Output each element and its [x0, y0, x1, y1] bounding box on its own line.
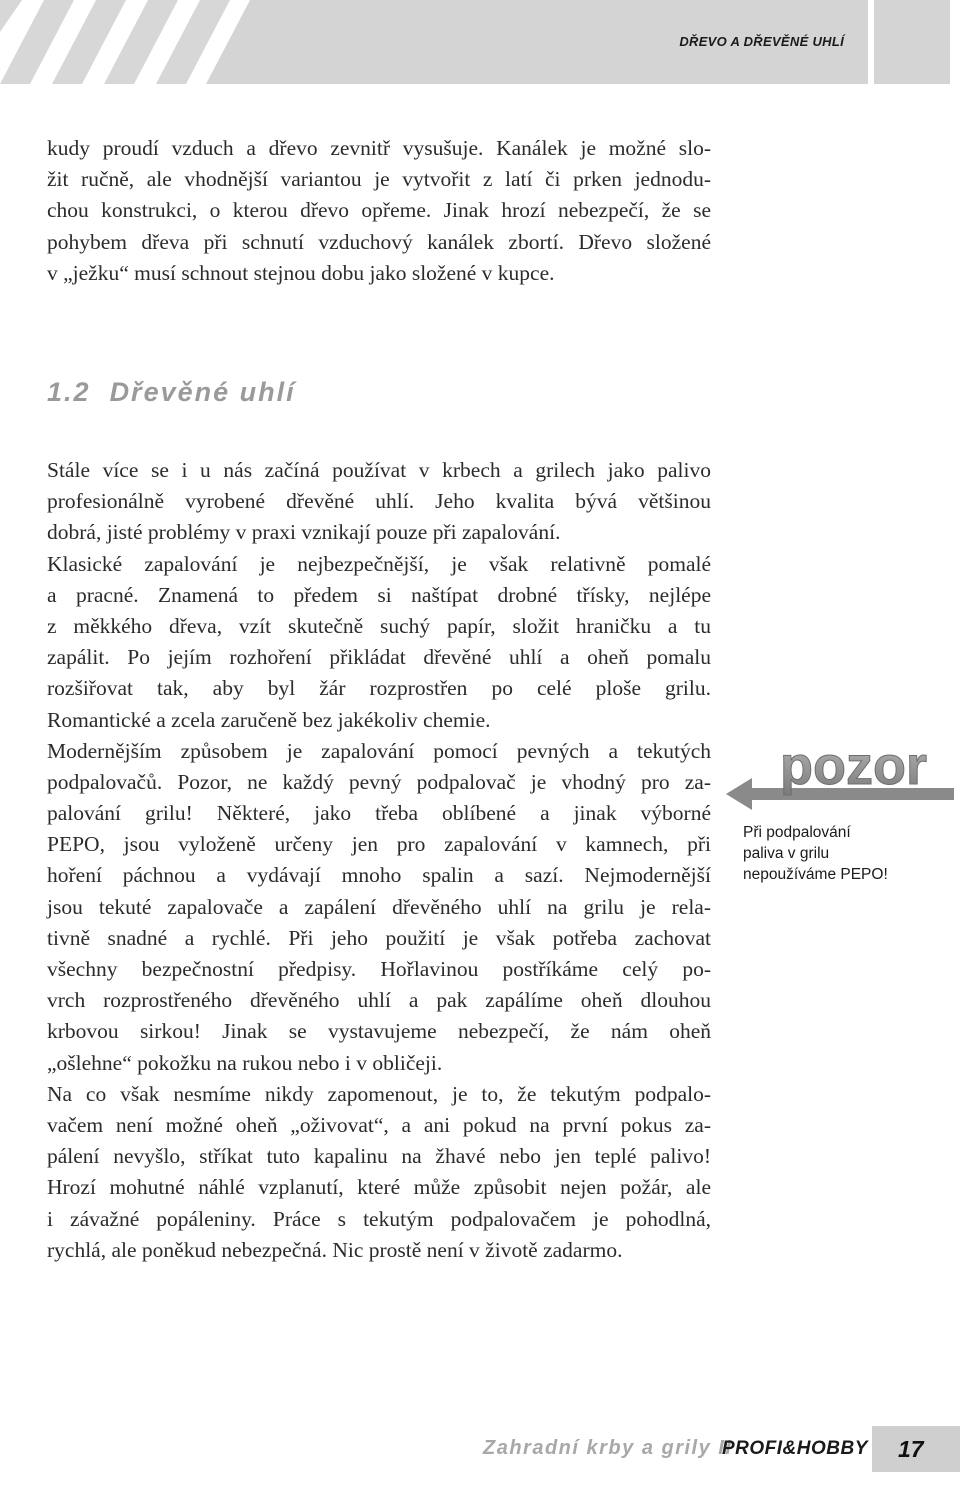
text-line: Stále více se i u nás začíná používat v krbech a grilech jako palivo — [47, 458, 711, 482]
section-heading — [47, 377, 296, 408]
note-line: paliva v grilu — [743, 845, 830, 862]
pozor-wordmark: pozor — [780, 736, 927, 796]
header-band — [0, 0, 960, 84]
text-line: hoření páchnou a vydávají mnoho spalin a sazí. Nejmodernější — [47, 863, 711, 888]
text-line: Na co však nesmíme nikdy zapomenout, je to, že tekutým podpalo- — [47, 1081, 711, 1106]
text-line: kudy proudí vzduch a dřevo zevnitř vysušuje. Kanálek je možné slo- — [47, 136, 711, 160]
text-line: profesionálně vyrobené dřevěné uhlí. Jeho kvalita bývá většinou — [47, 489, 711, 514]
text-line: Hrozí mohutné náhlé vzplanutí, které může způsobit nejen požár, ale — [47, 1175, 711, 1200]
footer-book-title: Zahradní krby a grily II — [483, 1437, 733, 1459]
note-line: Při podpalování — [743, 824, 851, 841]
pozor-logo — [726, 732, 954, 812]
warning-note — [743, 822, 943, 885]
text-line: podpalovačů. Pozor, ne každý pevný podpalovač je vhodný pro za- — [47, 769, 711, 794]
body-paragraph — [47, 455, 711, 1266]
text-line: krbovou sirkou! Jinak se vystavujeme nebezpečí, že nám oheň — [47, 1019, 711, 1044]
text-line: Klasické zapalování je nejbezpečnější, je však relativně pomalé — [47, 551, 711, 576]
running-header: DŘEVO A DŘEVĚNÉ UHLÍ — [679, 34, 844, 49]
text-line: v „ježku“ musí schnout stejnou dobu jako složené v kupce. — [47, 260, 555, 285]
section-title: Dřevěné uhlí — [109, 377, 296, 407]
text-line: všechny bezpečnostní předpisy. Hořlavinou postříkáme celý po- — [47, 957, 711, 981]
text-line: Romantické a zcela zaručeně bez jakékoliv chemie. — [47, 707, 491, 732]
footer-brand-logo: PROFI&HOBBY — [722, 1438, 868, 1459]
text-line: jsou tekuté zapalovače a zapálení dřevěného uhlí na grilu je rela- — [47, 894, 711, 919]
text-line: vačem není možné oheň „oživovat“, a ani pokud na první pokus za- — [47, 1112, 711, 1137]
text-line: palování grilu! Některé, jako třeba oblíbené a jinak výborné — [47, 801, 711, 826]
text-line: „ošlehne“ pokožku na rukou nebo i v obličeji. — [47, 1050, 443, 1075]
text-line: žit ručně, ale vhodnější variantou je vytvořit z latí či prken jednodu- — [47, 167, 711, 192]
text-line: tivně snadné a rychlé. Při jeho použití je však potřeba zachovat — [47, 925, 711, 950]
text-line: rozšiřovat tak, aby byl žár rozprostřen po celé ploše grilu. — [47, 676, 711, 701]
intro-paragraph — [47, 133, 711, 289]
text-line: PEPO, jsou vyloženě určeny jen pro zapalování v kamnech, při — [47, 832, 711, 857]
text-line: chou konstrukci, o kterou dřevo opřeme. Jinak hrozí nebezpečí, že se — [47, 198, 711, 223]
page-number: 17 — [898, 1436, 924, 1462]
text-line: dobrá, jisté problémy v praxi vznikají pouze při zapalování. — [47, 520, 561, 545]
text-line: Modernějším způsobem je zapalování pomocí pevných a tekutých — [47, 738, 711, 763]
text-line: vrch rozprostřeného dřevěného uhlí a pak zapálíme oheň dlouhou — [47, 988, 711, 1013]
text-line: z měkkého dřeva, vzít skutečně suchý papír, složit hraničku a tu — [47, 613, 711, 638]
text-line: pohybem dřeva při schnutí vzduchový kanálek zbortí. Dřevo složené — [47, 229, 711, 254]
text-line: pálení nevyšlo, stříkat tuto kapalinu na žhavé nebo jen teplé palivo! — [47, 1144, 711, 1169]
text-line: zapálit. Po jejím rozhoření přikládat dřevěné uhlí a oheň pomalu — [47, 645, 711, 670]
text-line: rychlá, ale poněkud nebezpečná. Nic prostě není v životě zadarmo. — [47, 1237, 623, 1262]
text-line: a pracné. Znamená to předem si naštípat drobné třísky, nejlépe — [47, 582, 711, 607]
section-number: 1.2 — [47, 377, 91, 407]
text-line: i závažné popáleniny. Práce s tekutým podpalovačem je pohodlná, — [47, 1206, 711, 1231]
note-line: nepoužíváme PEPO! — [743, 866, 888, 883]
